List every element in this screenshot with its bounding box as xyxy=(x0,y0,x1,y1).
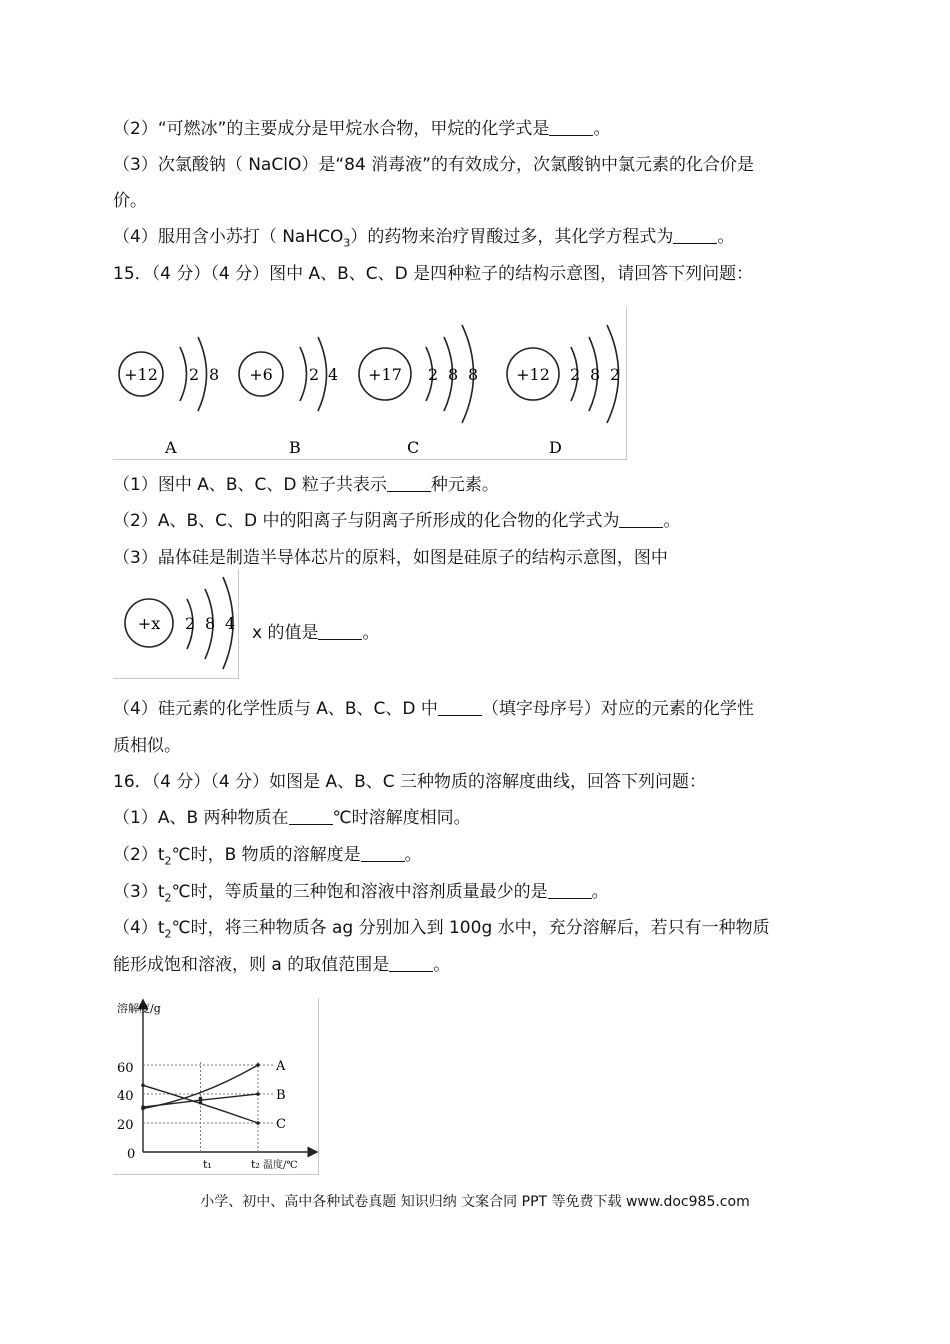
answer-blank[interactable] xyxy=(619,511,663,528)
q16-part4-end: 。 xyxy=(433,955,451,975)
shell-electrons: 2 xyxy=(610,365,621,384)
q16-stem xyxy=(113,770,706,794)
q14-part4-end: 。 xyxy=(717,227,735,247)
page-footer: 小学、初中、高中各种试卷真题 知识归纳 文案合同 PPT 等免费下载 www.doc985.com xyxy=(200,1194,750,1210)
nucleus-charge: +12 xyxy=(516,365,550,384)
answer-blank[interactable] xyxy=(318,623,362,640)
q14-part3-text2: 价。 xyxy=(113,191,147,211)
data-point xyxy=(256,1063,260,1067)
data-point xyxy=(141,1105,145,1109)
q16-part4-text: （4）t xyxy=(113,918,165,938)
q15-part2-end: 。 xyxy=(663,511,681,531)
q16-part2-text: （2）t xyxy=(113,845,165,865)
q16-part1-end: ℃时溶解度相同。 xyxy=(332,808,471,828)
q15-stem-text: 15．（4 分）（4 分）图中 A、B、C、D 是四种粒子的结构示意图，请回答下列问题： xyxy=(113,264,754,284)
q16-part2-end: 。 xyxy=(404,845,422,865)
q15-part1-text: （1）图中 A、B、C、D 粒子共表示 xyxy=(113,475,387,495)
solubility-chart-svg xyxy=(113,998,318,1174)
x-tick-label: t₁ xyxy=(203,1158,212,1171)
q15-part4-text2: 质相似。 xyxy=(113,736,181,756)
atom-b xyxy=(239,337,338,457)
series-label: B xyxy=(276,1088,286,1103)
shell-electrons: 8 xyxy=(468,365,479,384)
q16-part2-mid: ℃时，B 物质的溶解度是 xyxy=(171,845,361,865)
answer-blank[interactable] xyxy=(361,845,405,862)
y-tick-label: 20 xyxy=(117,1118,134,1133)
shell-electrons: 2 xyxy=(309,365,320,384)
data-point xyxy=(141,1084,145,1088)
silicon-atom-svg xyxy=(113,569,238,678)
shell-electrons: 8 xyxy=(205,614,216,633)
q15-part2 xyxy=(113,509,680,533)
solubility-chart xyxy=(113,998,319,1175)
q15-part1 xyxy=(113,473,499,497)
q16-part3-text: （3）t xyxy=(113,882,165,902)
answer-blank[interactable] xyxy=(289,808,333,825)
shell-electrons: 4 xyxy=(328,365,339,384)
q15-stem xyxy=(113,262,753,286)
atom-d xyxy=(507,325,620,457)
data-point xyxy=(199,1101,203,1105)
atom-label: B xyxy=(289,438,301,457)
q16-part4 xyxy=(113,916,770,946)
q15-part3 xyxy=(113,546,668,570)
answer-blank[interactable] xyxy=(549,119,593,136)
subscript: 3 xyxy=(343,236,351,250)
y-tick-label: 60 xyxy=(117,1061,134,1076)
y-tick-label: 0 xyxy=(127,1147,136,1162)
answer-blank[interactable] xyxy=(673,227,717,244)
shell-electrons: 2 xyxy=(428,365,439,384)
atom-structure-svg xyxy=(113,307,626,459)
q16-part4-cont xyxy=(113,953,450,977)
q15-part3-question xyxy=(252,621,379,645)
q16-part4-mid: ℃时，将三种物质各 ag 分别加入到 100g 水中，充分溶解后，若只有一种物质 xyxy=(171,918,770,938)
q16-part3 xyxy=(113,880,609,910)
subscript: 2 xyxy=(164,891,172,905)
q15-part3-x-text: x 的值是 xyxy=(252,623,319,643)
atom-label: D xyxy=(549,438,562,457)
silicon-atom-figure xyxy=(113,569,239,679)
atom-label: C xyxy=(407,438,420,457)
answer-blank[interactable] xyxy=(548,882,592,899)
q16-part1-text: （1）A、B 两种物质在 xyxy=(113,808,289,828)
answer-blank[interactable] xyxy=(438,699,482,716)
q16-part1 xyxy=(113,806,471,830)
shell-electrons: 4 xyxy=(225,614,236,633)
q14-part3-cont xyxy=(113,189,147,213)
q16-part2 xyxy=(113,843,422,873)
shell-electrons: 2 xyxy=(185,614,196,633)
y-axis-label: 溶解度/g xyxy=(117,1002,161,1015)
answer-blank[interactable] xyxy=(389,955,433,972)
nucleus-charge: +6 xyxy=(249,365,273,384)
shell-electrons: 8 xyxy=(590,365,601,384)
y-tick-label: 40 xyxy=(117,1089,134,1104)
q14-part4 xyxy=(113,225,734,255)
nucleus-charge: +12 xyxy=(124,365,158,384)
shell-electrons: 8 xyxy=(209,365,220,384)
q15-part4-cont xyxy=(113,734,181,758)
subscript: 2 xyxy=(164,854,172,868)
q16-stem-text: 16．（4 分）（4 分）如图是 A、B、C 三种物质的溶解度曲线，回答下列问题： xyxy=(113,772,707,792)
q15-part3-end: 。 xyxy=(362,623,380,643)
q14-part3 xyxy=(113,153,754,177)
shell-electrons: 2 xyxy=(570,365,581,384)
q14-part2-text: （2）“可燃冰”的主要成分是甲烷水合物，甲烷的化学式是 xyxy=(113,119,550,139)
q15-part4-mid: （填字母序号）对应的元素的化学性 xyxy=(481,699,754,719)
nucleus-charge: +17 xyxy=(368,365,402,384)
shell-electrons: 8 xyxy=(448,365,459,384)
shell-electrons: 2 xyxy=(189,365,200,384)
atom-c xyxy=(359,325,478,457)
q15-part4-text: （4）硅元素的化学性质与 A、B、C、D 中 xyxy=(113,699,438,719)
q15-part3-text: （3）晶体硅是制造半导体芯片的原料，如图是硅原子的结构示意图，图中 xyxy=(113,548,668,568)
data-point xyxy=(256,1121,260,1125)
x-axis-label: 温度/℃ xyxy=(263,1160,298,1171)
series-label: C xyxy=(276,1117,286,1132)
q14-part2 xyxy=(113,117,610,141)
q14-part4-text: （4）服用含小苏打（ NaHCO xyxy=(113,227,344,247)
q14-part2-end: 。 xyxy=(593,119,611,139)
q14-part3-text: （3）次氯酸钠（ NaClO）是“84 消毒液”的有效成分，次氯酸钠中氯元素的化合价是 xyxy=(113,155,754,175)
q16-part4-text2: 能形成饱和溶液，则 a 的取值范围是 xyxy=(113,955,390,975)
q14-part4-mid: ）的药物来治疗胃酸过多，其化学方程式为 xyxy=(350,227,674,247)
q15-part1-end: 种元素。 xyxy=(430,475,499,495)
subscript: 2 xyxy=(164,927,172,941)
q16-part3-mid: ℃时，等质量的三种饱和溶液中溶剂质量最少的是 xyxy=(171,882,548,902)
series-label: A xyxy=(276,1059,286,1074)
q16-part3-end: 。 xyxy=(591,882,609,902)
q15-part2-text: （2）A、B、C、D 中的阳离子与阴离子所形成的化合物的化学式为 xyxy=(113,511,620,531)
x-tick-label: t₂ xyxy=(251,1158,260,1171)
atom-label: A xyxy=(165,438,177,457)
atom-structure-figure xyxy=(113,307,627,460)
answer-blank[interactable] xyxy=(387,475,431,492)
nucleus-charge: +x xyxy=(137,614,161,633)
atom-a xyxy=(119,337,219,457)
series-layer xyxy=(141,1059,286,1152)
q15-part4 xyxy=(113,697,754,721)
data-point xyxy=(256,1092,260,1096)
